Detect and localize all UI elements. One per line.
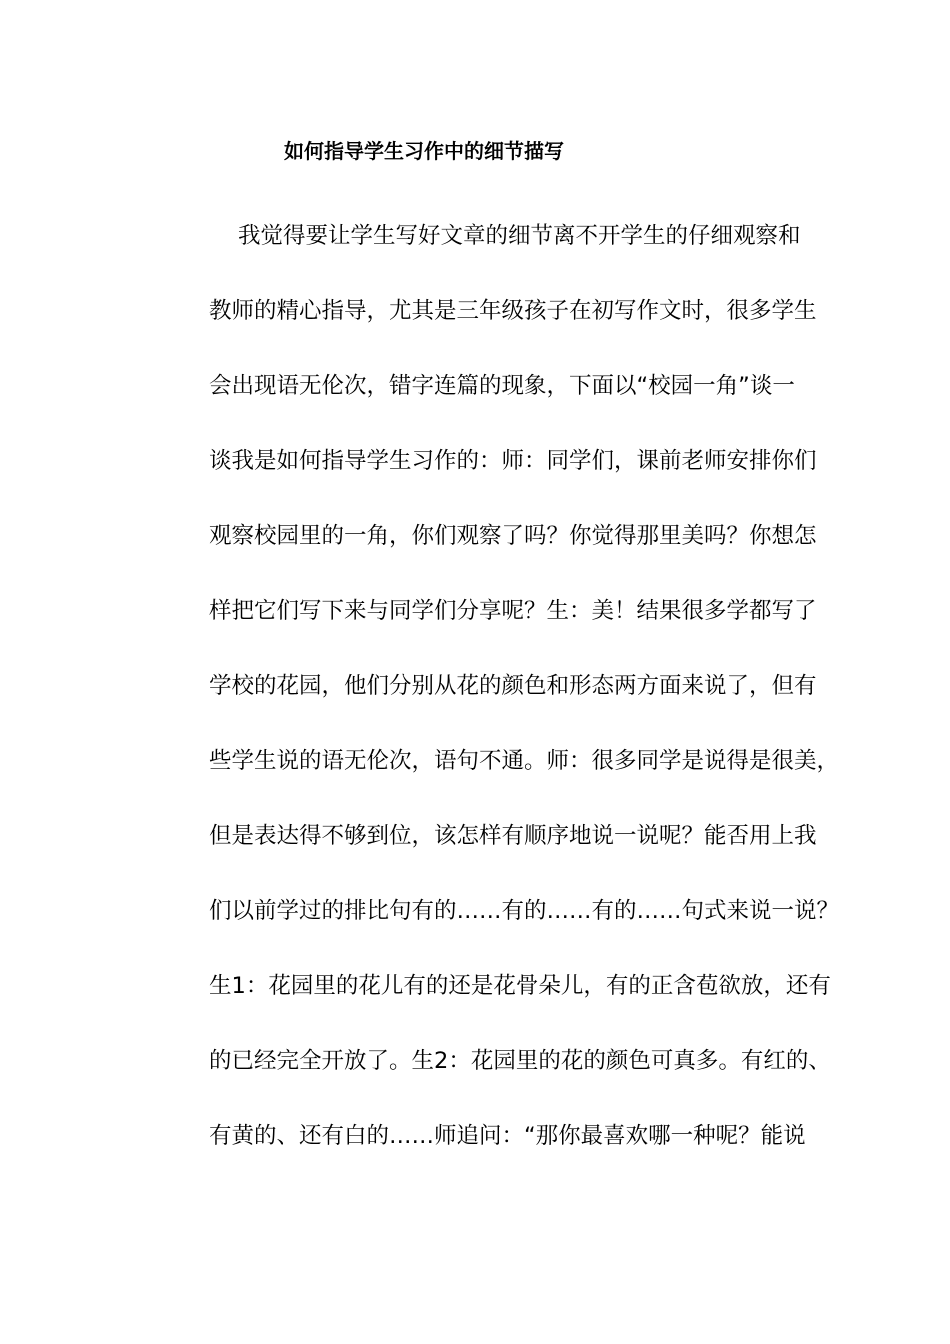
document-body — [209, 218, 840, 1193]
body-line: 观察校园里的一角，你们观察了吗？你觉得那里美吗？你想怎 — [209, 523, 817, 549]
body-line: 会出现语无伦次，错字连篇的现象，下面以“校园一角”谈一 — [209, 373, 795, 399]
body-line: 有黄的、还有白的……师追问：“那你最喜欢哪一种呢？能说 — [209, 1123, 806, 1149]
body-line: 样把它们写下来与同学们分享呢？生：美！结果很多学都写了 — [209, 598, 817, 624]
body-line: 教师的精心指导，尤其是三年级孩子在初写作文时，很多学生 — [209, 298, 817, 324]
body-line: 我觉得要让学生写好文章的细节离不开学生的仔细观察和 — [238, 223, 801, 249]
document-title: 如何指导学生习作中的细节描写 — [284, 139, 564, 163]
body-line: 的已经完全开放了。生2：花园里的花的颜色可真多。有红的、 — [209, 1048, 831, 1074]
body-line: 生1：花园里的花儿有的还是花骨朵儿，有的正含苞欲放，还有 — [209, 973, 831, 999]
body-line: 但是表达得不够到位，该怎样有顺序地说一说呢？能否用上我 — [209, 823, 817, 849]
body-line: 些学生说的语无伦次，语句不通。师：很多同学是说得是很美， — [209, 748, 840, 774]
body-line: 们以前学过的排比句有的……有的……有的……句式来说一说？ — [209, 898, 840, 924]
body-line: 谈我是如何指导学生习作的：师：同学们，课前老师安排你们 — [209, 448, 817, 474]
body-line: 学校的花园，他们分别从花的颜色和形态两方面来说了，但有 — [209, 673, 817, 699]
